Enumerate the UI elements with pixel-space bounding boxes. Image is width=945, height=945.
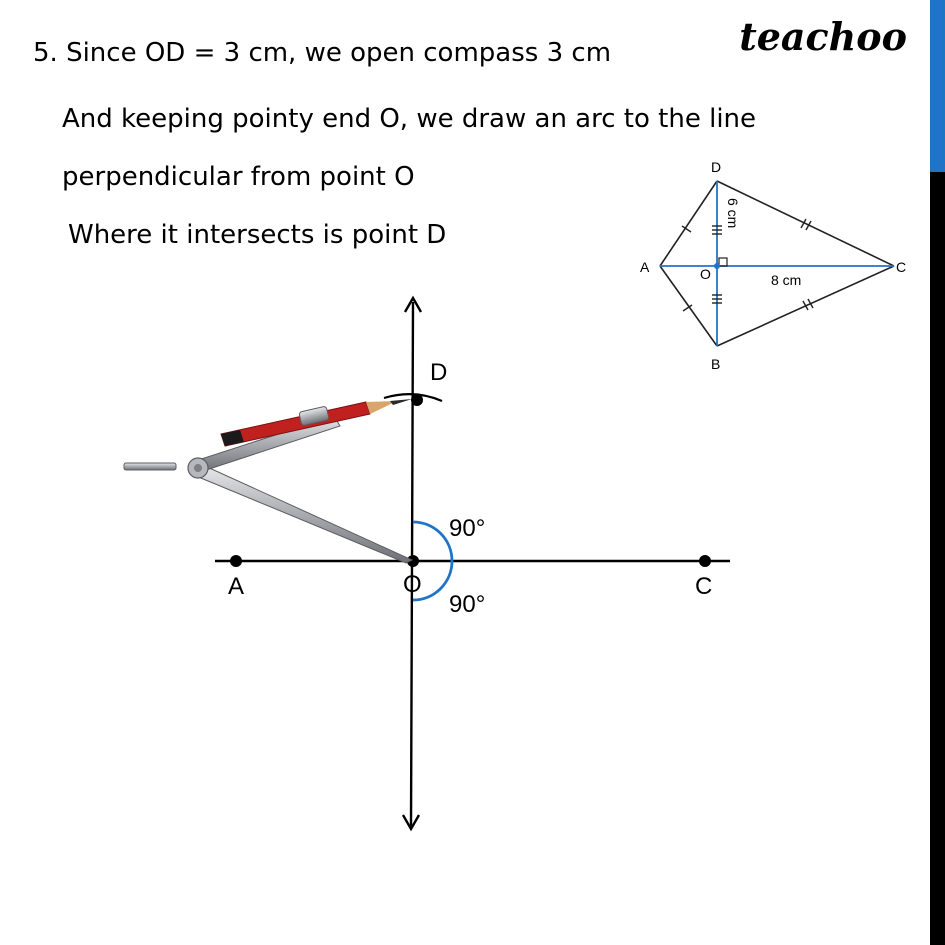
right-angle-marker — [719, 258, 727, 266]
compass-pencil-cap — [221, 430, 244, 446]
kite-label-c: C — [896, 259, 907, 275]
step-text-line-3: Where it intersects is point D — [68, 220, 447, 250]
point-c — [699, 555, 711, 567]
compass-handle — [124, 463, 176, 470]
point-a — [230, 555, 242, 567]
step-text-line-2: perpendicular from point O — [62, 162, 415, 192]
kite-label-o: O — [700, 266, 711, 282]
kite-label-a: A — [640, 259, 650, 275]
side-dc — [717, 181, 894, 266]
compass-hinge-screw — [194, 464, 202, 472]
label-c: C — [695, 573, 713, 600]
kite-length-od: 6 cm — [725, 198, 741, 229]
compass-pencil-lead — [390, 399, 412, 405]
step-heading: 5. Since OD = 3 cm, we open compass 3 cm — [33, 38, 612, 68]
label-a: A — [228, 573, 245, 600]
reference-kite-figure — [640, 159, 906, 372]
kite-length-oc: 8 cm — [771, 272, 802, 288]
main-construction — [215, 298, 730, 829]
kite-label-d: D — [711, 159, 722, 175]
label-d: D — [430, 359, 448, 386]
kite-label-b: B — [711, 356, 721, 372]
step-text-line-1: And keeping pointy end O, we draw an arc to the line — [62, 104, 757, 134]
side-da — [660, 181, 717, 266]
label-o: O — [403, 571, 422, 598]
angle-label-upper: 90° — [449, 515, 486, 542]
compass-icon — [124, 399, 412, 563]
compass-needle-leg — [196, 466, 412, 563]
kite-point-o — [714, 263, 720, 269]
angle-arc-upper — [413, 522, 452, 561]
angle-label-lower: 90° — [449, 591, 486, 618]
point-d — [411, 394, 423, 406]
teachoo-logo: teachoo — [739, 14, 907, 59]
